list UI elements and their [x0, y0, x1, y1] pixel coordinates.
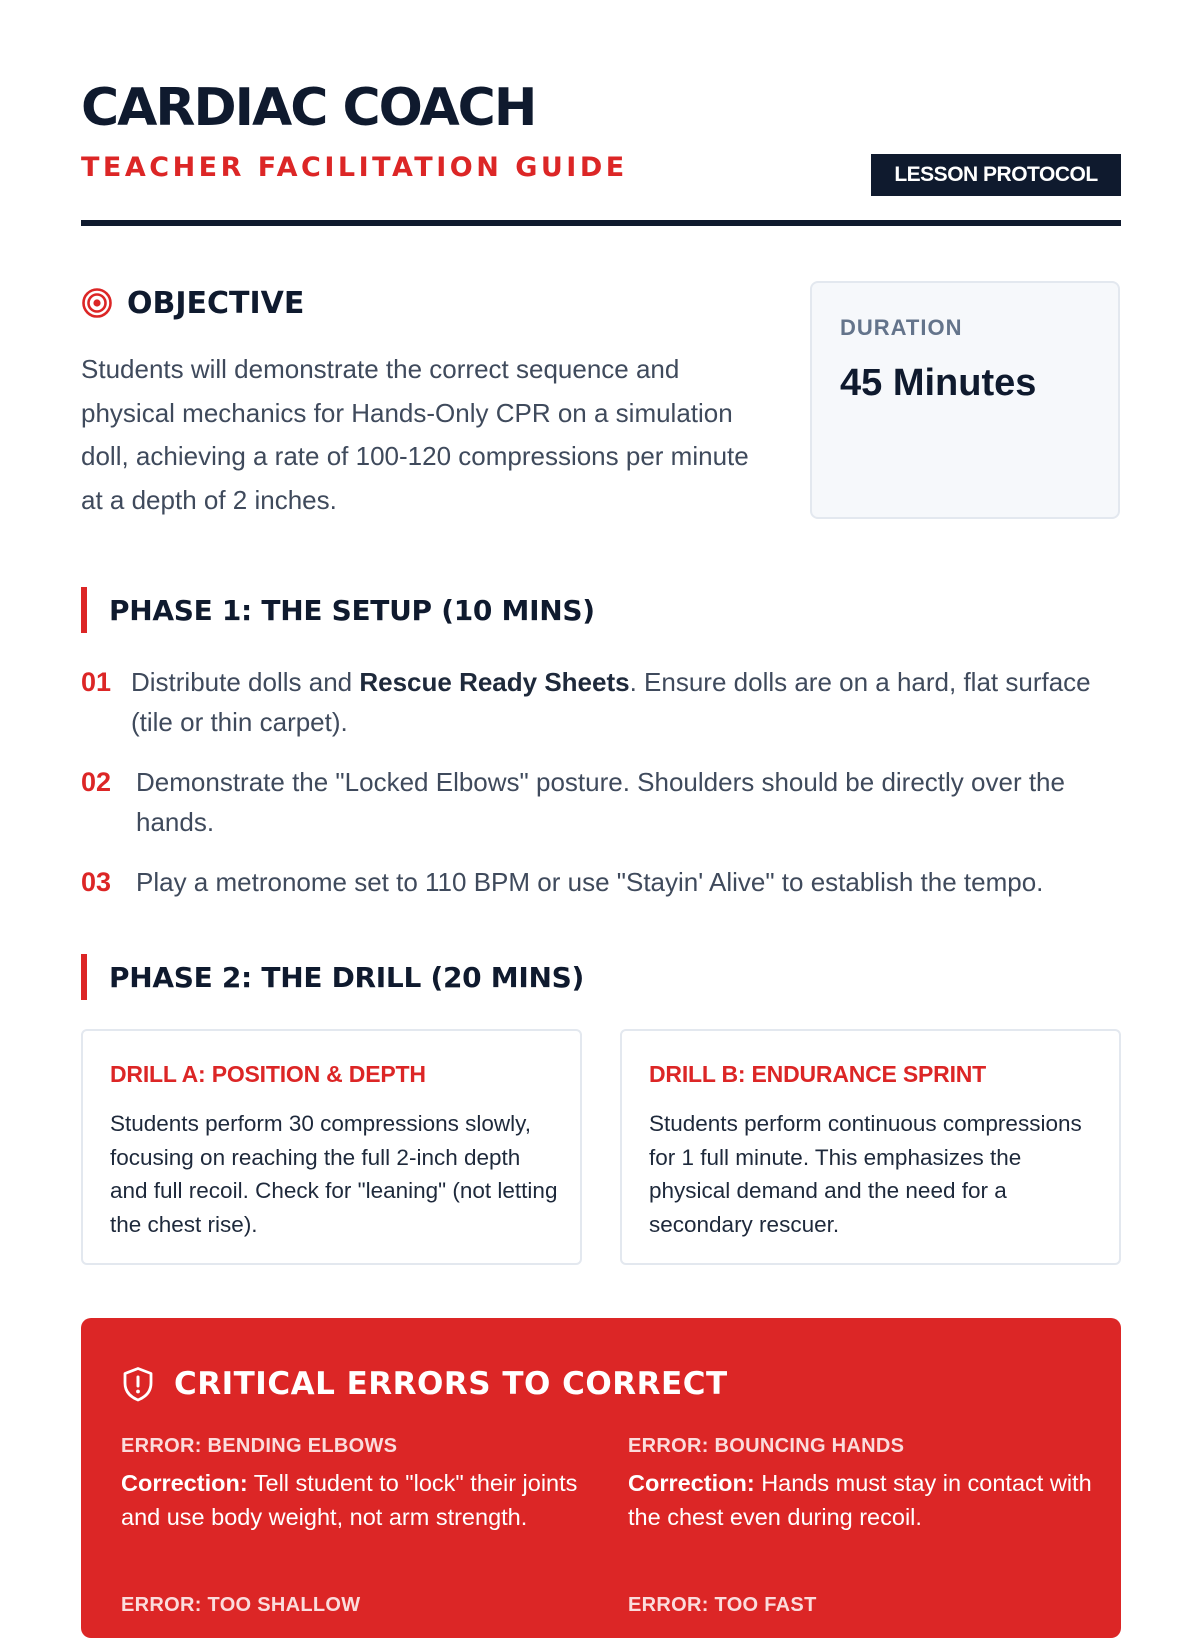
objective-text: Students will demonstrate the correct sequence and physical mechanics for Hands-Only CPR on a simulation doll, achieving a rate of 100-120 compressions per minute at a depth of 2 inches.	[81, 354, 749, 515]
correction-text: Hands must stay in contact with the chest even during recoil.	[628, 1470, 1092, 1530]
header-divider	[81, 220, 1121, 226]
duration-card	[810, 281, 1120, 519]
step-number: 01	[81, 667, 112, 697]
target-icon	[81, 287, 113, 319]
drill-text: Students perform 30 compressions slowly, focusing on reaching the full 2-inch depth and full recoil. Check for "leaning" (not letting the chest rise).	[110, 1111, 558, 1237]
step-text	[131, 662, 1131, 742]
phase-1-heading: PHASE 1: THE SETUP (10 MINS)	[81, 587, 595, 633]
error-item	[628, 1433, 1098, 1534]
error-item	[121, 1592, 591, 1618]
error-label: ERROR: BENDING ELBOWS	[121, 1435, 398, 1457]
shield-alert-icon	[121, 1366, 155, 1402]
lesson-protocol-badge: LESSON PROTOCOL	[871, 154, 1121, 196]
critical-errors-heading: CRITICAL ERRORS TO CORRECT	[174, 1366, 728, 1402]
drill-title: DRILL B: ENDURANCE SPRINT	[649, 1061, 987, 1087]
page-subtitle: TEACHER FACILITATION GUIDE	[81, 152, 628, 183]
error-item	[628, 1592, 1098, 1618]
error-label: ERROR: BOUNCING HANDS	[628, 1435, 905, 1457]
error-label: ERROR: TOO FAST	[628, 1594, 817, 1616]
phase-2-heading: PHASE 2: THE DRILL (20 MINS)	[81, 954, 584, 1000]
critical-errors-panel	[81, 1318, 1121, 1638]
duration-label: DURATION	[840, 315, 963, 340]
step-number: 03	[81, 867, 112, 897]
correction-label: Correction:	[121, 1470, 248, 1496]
correction-text: Tell student to "lock" their joints and use body weight, not arm strength.	[121, 1470, 578, 1530]
error-item	[121, 1433, 591, 1534]
duration-value: 45 Minutes	[840, 362, 1037, 404]
page-title: CARDIAC COACH	[81, 78, 536, 138]
step-number: 02	[81, 767, 112, 797]
drill-text: Students perform continuous compressions for 1 full minute. This emphasizes the physical demand and the need for a secondary rescuer.	[649, 1111, 1082, 1237]
step-text-emphasis: Rescue Ready Sheets	[359, 667, 630, 697]
step-text: Demonstrate the "Locked Elbows" posture. Shoulders should be directly over the hands.	[136, 767, 1065, 837]
drill-card-b	[620, 1029, 1121, 1265]
correction-label: Correction:	[628, 1470, 755, 1496]
drill-card-a	[81, 1029, 582, 1265]
step-text: Play a metronome set to 110 BPM or use "Stayin' Alive" to establish the tempo.	[136, 867, 1044, 897]
error-label: ERROR: TOO SHALLOW	[121, 1594, 361, 1616]
error-correction	[628, 1467, 1098, 1534]
error-correction	[121, 1467, 591, 1534]
drill-title: DRILL A: POSITION & DEPTH	[110, 1061, 426, 1087]
objective-heading: OBJECTIVE	[127, 286, 305, 321]
step-text-start: Distribute dolls and	[131, 667, 360, 697]
step-text-end: . Ensure dolls are on a hard, flat surface (tile or thin carpet).	[131, 667, 1091, 737]
